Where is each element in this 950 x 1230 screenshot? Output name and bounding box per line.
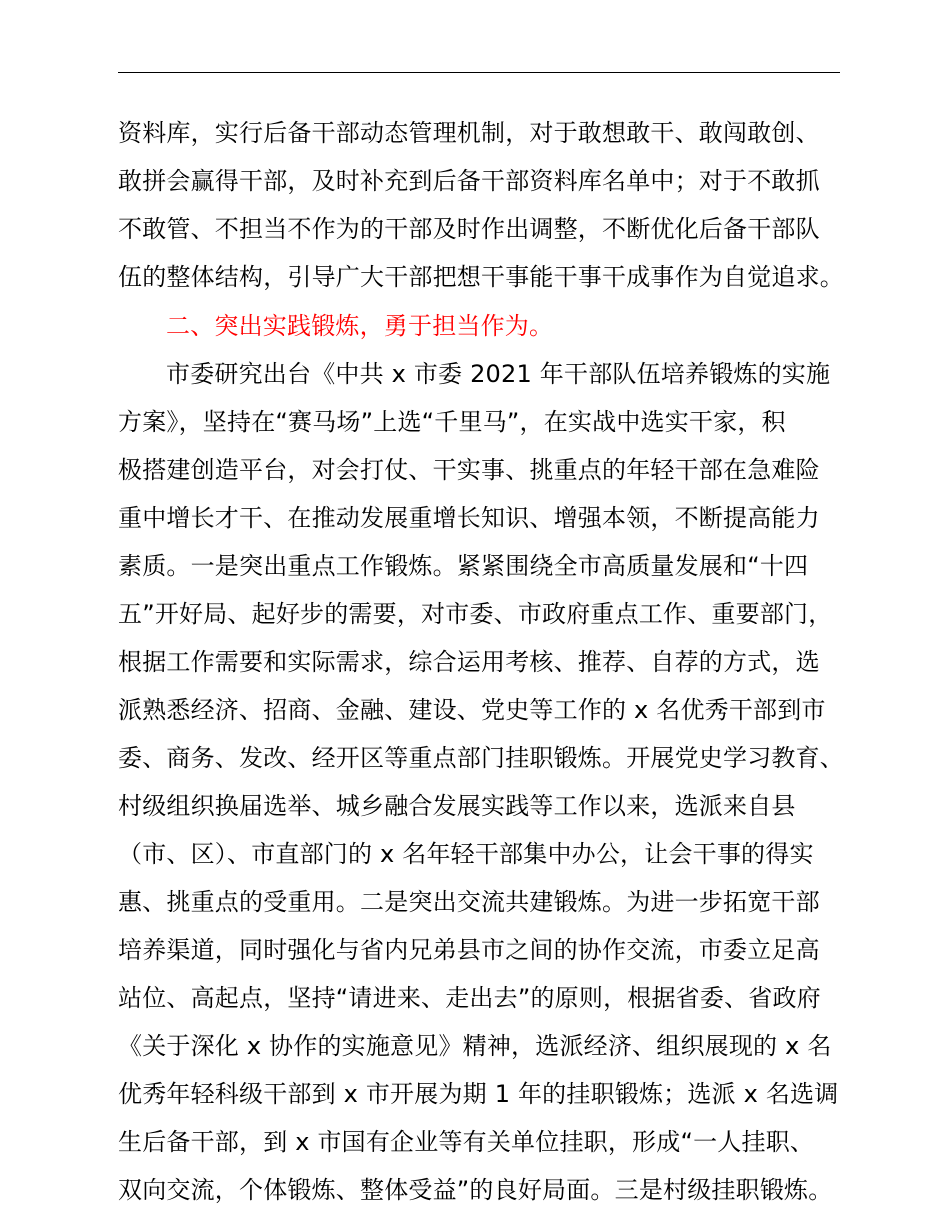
paragraph-line: 站位、高起点，坚持“请进来、走出去”的原则，根据省委、省政府 bbox=[118, 984, 821, 1012]
paragraph-line: 重中增长才干、在推动发展重增长知识、增强本领，不断提高能力 bbox=[118, 504, 820, 532]
paragraph-line: 市委研究出台《中共 x 市委 2021 年干部队伍培养锻炼的实施 bbox=[166, 360, 831, 388]
paragraph-line: 生后备干部，到 x 市国有企业等有关单位挂职，形成“一人挂职、 bbox=[118, 1128, 815, 1156]
paragraph-line: 素质。一是突出重点工作锻炼。紧紧围绕全市高质量发展和“十四 bbox=[118, 552, 809, 580]
paragraph-line: 培养渠道，同时强化与省内兄弟县市之间的协作交流，市委立足高 bbox=[118, 936, 820, 964]
paragraph-line: 委、商务、发改、经开区等重点部门挂职锻炼。开展党史学习教育、 bbox=[118, 744, 844, 772]
section-heading: 二、突出实践锻炼，勇于担当作为。 bbox=[166, 312, 554, 340]
paragraph-line: （市、区）、市直部门的 x 名年轻干部集中办公，让会干事的得实 bbox=[118, 840, 814, 868]
paragraph-line: 伍的整体结构，引导广大干部把想干事能干事干成事作为自觉追求。 bbox=[118, 263, 844, 291]
paragraph-line: 资料库，实行后备干部动态管理机制，对于敢想敢干、敢闯敢创、 bbox=[118, 119, 820, 147]
paragraph-line: 双向交流，个体锻炼、整体受益”的良好局面。三是村级挂职锻炼。 bbox=[118, 1176, 833, 1204]
paragraph-line: 惠、挑重点的受重用。二是突出交流共建锻炼。为进一步拓宽干部 bbox=[118, 888, 820, 916]
paragraph-line: 极搭建创造平台，对会打仗、干实事、挑重点的年轻干部在急难险 bbox=[118, 456, 820, 484]
paragraph-line: 派熟悉经济、招商、金融、建设、党史等工作的 x 名优秀干部到市 bbox=[118, 696, 826, 724]
paragraph-line: 优秀年轻科级干部到 x 市开展为期 1 年的挂职锻炼；选派 x 名选调 bbox=[118, 1080, 839, 1108]
paragraph-line: 根据工作需要和实际需求，综合运用考核、推荐、自荐的方式，选 bbox=[118, 648, 820, 676]
paragraph-line: 不敢管、不担当不作为的干部及时作出调整，不断优化后备干部队 bbox=[118, 215, 820, 243]
paragraph-line: 敢拼会赢得干部，及时补充到后备干部资料库名单中；对于不敢抓 bbox=[118, 167, 820, 195]
paragraph-line: 五”开好局、起好步的需要，对市委、市政府重点工作、重要部门， bbox=[118, 600, 833, 628]
paragraph-line: 方案》，坚持在“赛马场”上选“千里马”，在实战中选实干家，积 bbox=[118, 408, 786, 436]
paragraph-line: 村级组织换届选举、城乡融合发展实践等工作以来，选派来自县 bbox=[118, 792, 796, 820]
paragraph-line: 《关于深化 x 协作的实施意见》精神，选派经济、组织展现的 x 名 bbox=[118, 1032, 832, 1060]
